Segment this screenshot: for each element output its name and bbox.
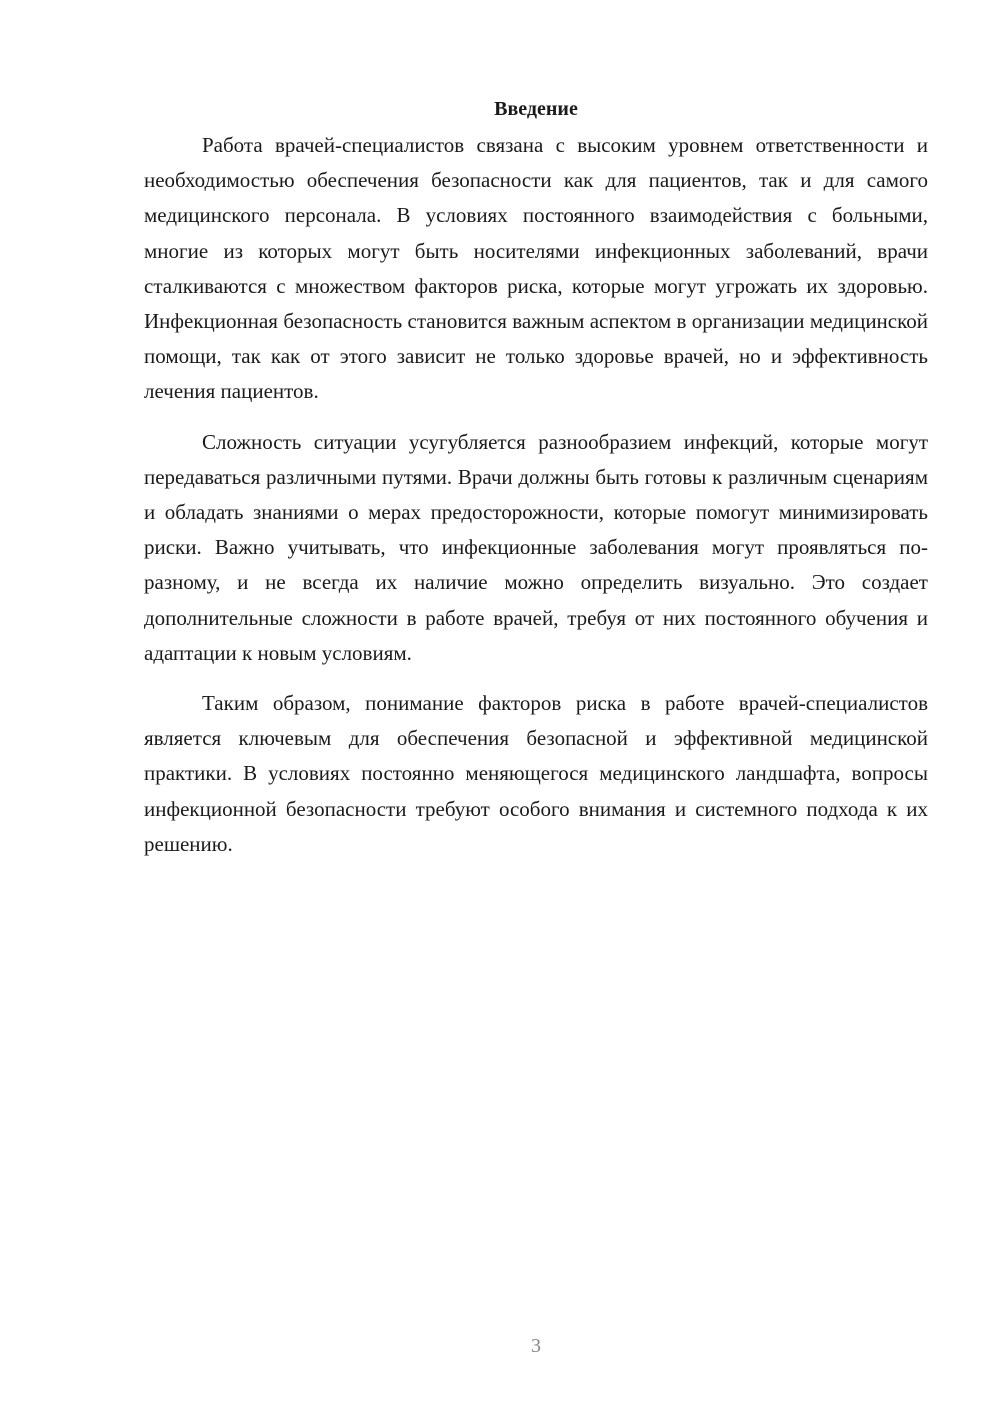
paragraph-1: Работа врачей-специалистов связана с высоким уровнем ответственности и необходимостью обеспечения безопасности как для пациентов, так и для самого медицинского персонала. В условиях постоянного взаимодействия с больными, многие из которых могут быть носителями инфекционных заболеваний, врачи сталкиваются с множеством факторов риска, которые могут угрожать их здоровью. Инфекционная безопасность становится важным аспектом в организации медицинской помощи, так как от этого зависит не только здоровье врачей, но и эффективность лечения пациентов.: [144, 133, 928, 404]
section-heading: Введение: [494, 98, 578, 120]
paragraph-2: Сложность ситуации усугубляется разнообразием инфекций, которые могут передаваться различными путями. Врачи должны быть готовы к различным сценариям и обладать знаниями о мерах предосторожности, которые помогут минимизировать риски. Важно учитывать, что инфекционные заболевания могут проявляться по-разному, и не всегда их наличие можно определить визуально. Это создает дополнительные сложности в работе врачей, требуя от них постоянного обучения и адаптации к новым условиям.: [144, 429, 928, 665]
paragraph-3: Таким образом, понимание факторов риска в работе врачей-специалистов является ключевым для обеспечения безопасной и эффективной медицинской практики. В условиях постоянно меняющегося медицинского ландшафта, вопросы инфекционной безопасности требуют особого внимания и системного подхода к их решению.: [144, 691, 928, 856]
page-content: [144, 92, 928, 877]
page-number: 3: [531, 1335, 541, 1357]
